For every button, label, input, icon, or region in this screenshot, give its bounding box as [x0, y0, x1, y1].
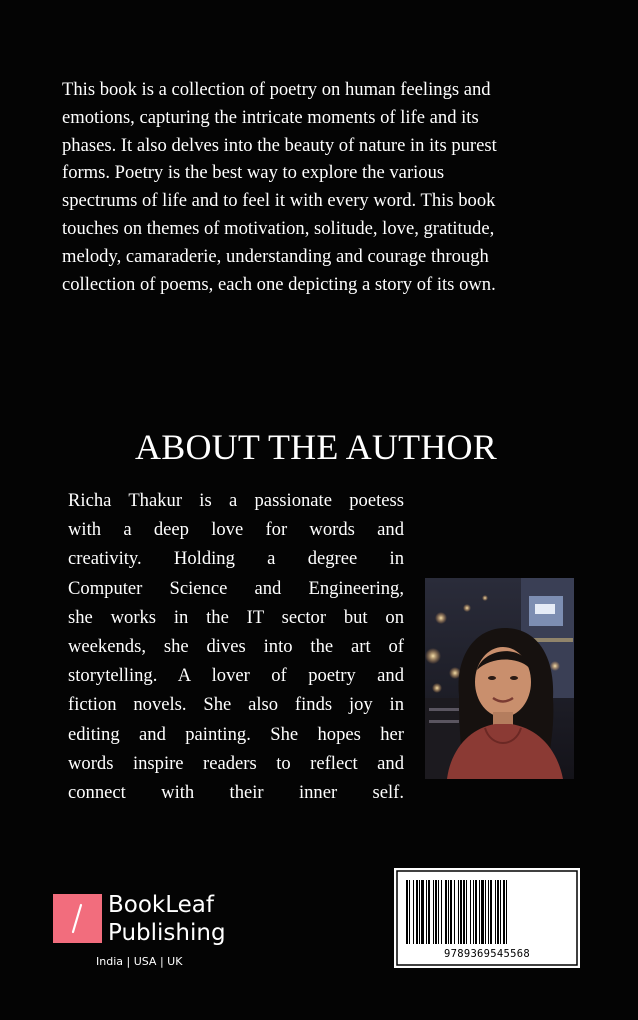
barcode-bar [503, 880, 505, 944]
author-photo [425, 578, 574, 779]
bio-line: with a deep love for words and [68, 519, 404, 541]
barcode-bar [441, 880, 442, 944]
barcode-bar [479, 880, 480, 944]
barcode-bar [475, 880, 477, 944]
barcode-bar [485, 880, 486, 944]
barcode-bar [500, 880, 501, 944]
bookleaf-logo-mark [53, 894, 102, 943]
bio-line: weekends, she dives into the art of [68, 636, 404, 658]
barcode-bar [495, 880, 496, 944]
blurb-line: This book is a collection of poetry on human feelings and [62, 79, 491, 100]
bio-line: fiction novels. She also finds joy in [68, 694, 404, 716]
blurb-line: collection of poems, each one depicting a story of its own. [62, 273, 496, 295]
barcode-bar [473, 880, 474, 944]
barcode-bar [421, 880, 424, 944]
barcode-bar [463, 880, 465, 944]
bio-line: connect with their inner self. [68, 782, 404, 804]
blurb-line: spectrums of life and to feel it with every word. This book [62, 190, 496, 212]
barcode-bar [450, 880, 452, 944]
barcode-bar [433, 880, 434, 944]
blurb-line: emotions, capturing the intricate moments of life and its [62, 106, 479, 128]
barcode-bar [490, 880, 492, 944]
about-author-heading: ABOUT THE AUTHOR [135, 427, 497, 467]
isbn-number: 9789369545568 [443, 948, 531, 960]
barcode-bar [435, 880, 437, 944]
slash-icon [53, 894, 102, 943]
barcode-bar [445, 880, 447, 944]
blurb-line: phases. It also delves into the beauty of nature in its purest [62, 134, 497, 156]
publisher-regions: India | USA | UK [96, 955, 183, 968]
barcode-bar [454, 880, 455, 944]
barcode-bar [506, 880, 507, 944]
publisher-name-line1: BookLeaf [108, 892, 214, 918]
blurb-line: touches on themes of motivation, solitude, love, gratitude, [62, 217, 495, 239]
blurb-line: forms. Poetry is the best way to explore the various [62, 162, 445, 184]
barcode-bar [470, 880, 471, 944]
bio-line: she works in the IT sector but on [68, 606, 404, 628]
barcode-bar [406, 880, 408, 944]
barcode-bar [448, 880, 449, 944]
bio-line: creativity. Holding a degree in [68, 548, 404, 570]
book-blurb [62, 76, 576, 298]
barcode-bar [481, 880, 484, 944]
barcode-bar [438, 880, 439, 944]
barcode-bar [488, 880, 489, 944]
author-bio [68, 486, 404, 807]
bio-line: Computer Science and Engineering, [68, 577, 404, 599]
barcode-bar [426, 880, 427, 944]
barcode-bar [460, 880, 462, 944]
bio-line: storytelling. A lover of poetry and [68, 665, 404, 687]
isbn-barcode [394, 868, 580, 968]
blurb-line: melody, camaraderie, understanding and courage through [62, 245, 489, 267]
bio-line: words inspire readers to reflect and [68, 752, 404, 774]
barcode-bar [458, 880, 459, 944]
publisher-name [108, 891, 226, 947]
barcode-bar [428, 880, 430, 944]
barcode-bar [497, 880, 499, 944]
barcode-bar [419, 880, 420, 944]
barcode-bar [466, 880, 467, 944]
barcode-bar [413, 880, 414, 944]
barcode-bar [416, 880, 418, 944]
bio-line: editing and painting. She hopes her [68, 723, 404, 745]
publisher-name-line2: Publishing [108, 920, 226, 946]
bio-line: Richa Thakur is a passionate poetess [68, 490, 404, 511]
barcode-bar [409, 880, 410, 944]
